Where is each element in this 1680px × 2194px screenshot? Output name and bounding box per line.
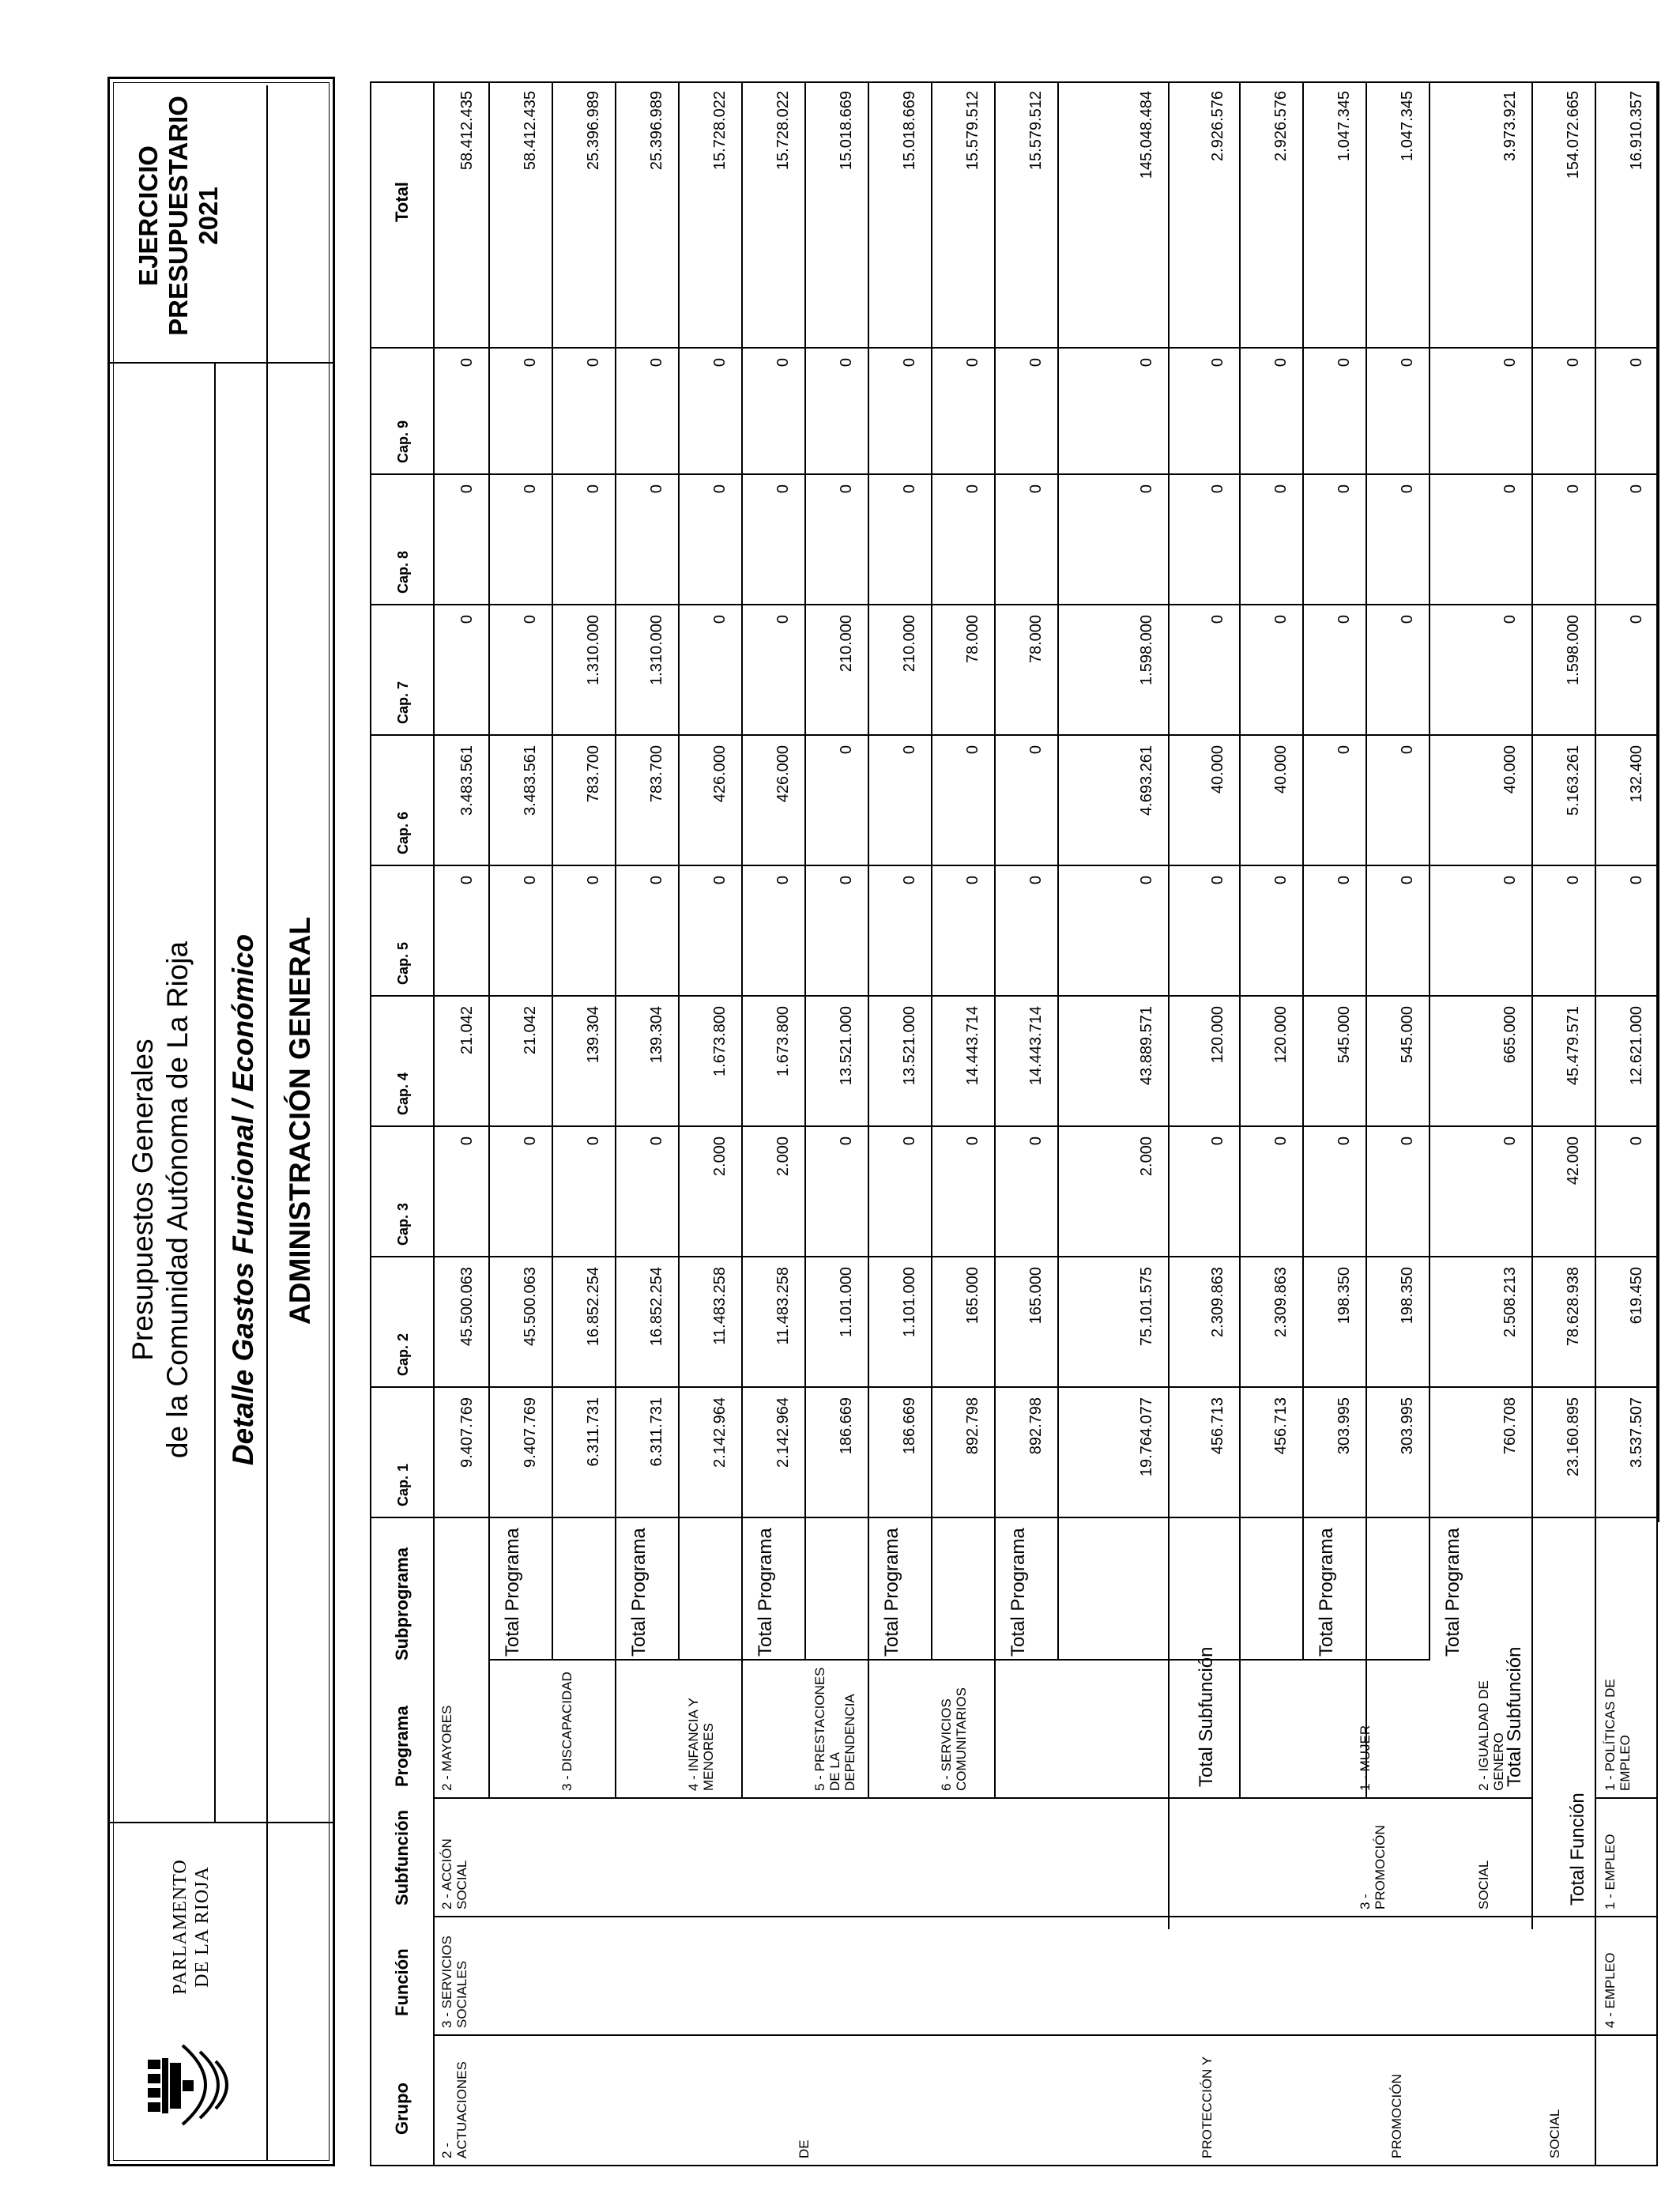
table-cell: 0 (1501, 876, 1519, 885)
programa-label: 5 - PRESTACIONES DE LA DEPENDENCIA (812, 1667, 857, 1791)
table-cell: 45.500.063 (458, 1267, 476, 1347)
table-cell: 21.042 (522, 1006, 539, 1055)
programa-label: 2 - MAYORES (439, 1705, 454, 1791)
row-divider (1658, 81, 1659, 1522)
row-divider (741, 81, 743, 1799)
table-cell: 0 (838, 876, 855, 885)
table-cell: 15.728.022 (711, 91, 729, 171)
row-divider (804, 81, 806, 1661)
table-cell: 132.400 (1628, 745, 1645, 803)
table-cell: 0 (1335, 876, 1353, 885)
table-cell: 0 (458, 1137, 476, 1146)
table-cell: 15.018.669 (901, 91, 918, 171)
table-cell: 43.889.571 (1138, 1006, 1155, 1086)
row-divider (552, 81, 553, 1661)
table-cell: 1.598.000 (1138, 615, 1155, 685)
column-header: Cap. 3 (395, 1202, 411, 1246)
row-divider (615, 81, 616, 1799)
table-cell: 0 (585, 1137, 602, 1146)
column-divider (1595, 2034, 1658, 2036)
table-cell: 40.000 (1501, 745, 1519, 794)
section-title: ADMINISTRACIÓN GENERAL (284, 917, 316, 1325)
table-cell: 0 (585, 358, 602, 368)
table-cell: 2.000 (711, 1137, 729, 1177)
grupo-label: 2 - ACTUACIONES (439, 2061, 469, 2158)
table-cell: 0 (458, 484, 476, 494)
programa-label: 6 - SERVICIOS COMUNITARIOS (939, 1687, 969, 1791)
table-cell: 0 (1209, 1137, 1226, 1146)
column-header: Cap. 5 (395, 941, 411, 985)
table-cell: 19.764.077 (1138, 1397, 1155, 1477)
table-cell: 0 (1209, 484, 1226, 494)
programa-label: 3 - DISCAPACIDAD (559, 1672, 574, 1791)
table-cell: 0 (1565, 876, 1582, 885)
table-cell: 0 (1335, 358, 1353, 368)
title-line: Presupuestos Generales (126, 1039, 159, 1361)
table-cell: 0 (458, 876, 476, 885)
row-divider (488, 81, 490, 1799)
table-cell: 2.000 (1138, 1137, 1155, 1177)
column-header: Cap. 9 (395, 420, 411, 463)
table-cell: 0 (964, 358, 981, 368)
table-cell: 78.000 (1027, 615, 1045, 664)
table-cell: 120.000 (1209, 1006, 1226, 1064)
table-cell: 0 (1272, 615, 1290, 624)
fiscal-year-line: PRESUPUESTARIO (164, 96, 193, 336)
table-cell: 0 (1399, 358, 1416, 368)
table-cell: 16.852.254 (585, 1267, 602, 1347)
table-cell: 165.000 (1027, 1267, 1045, 1325)
table-cell: 58.412.435 (458, 91, 476, 171)
table-cell: 9.407.769 (458, 1397, 476, 1468)
column-divider (1595, 1797, 1658, 1799)
table-cell: 0 (1335, 1137, 1353, 1146)
table-cell: 545.000 (1399, 1006, 1416, 1064)
table-cell: 2.142.964 (711, 1397, 729, 1468)
table-cell: 1.310.000 (648, 615, 665, 685)
table-cell: 0 (1272, 876, 1290, 885)
table-cell: 139.304 (648, 1006, 665, 1064)
table-cell: 11.483.258 (711, 1267, 729, 1345)
column-divider (433, 2034, 1595, 2036)
table-cell: 23.160.895 (1565, 1397, 1582, 1477)
table-cell: 0 (522, 1137, 539, 1146)
row-divider (994, 81, 996, 1799)
table-cell: 0 (774, 358, 792, 368)
column-header: Cap. 8 (395, 550, 411, 594)
table-cell: 13.521.000 (838, 1006, 855, 1086)
table-cell: 0 (1565, 484, 1582, 494)
table-cell: 45.479.571 (1565, 1006, 1582, 1086)
table-cell: 210.000 (838, 615, 855, 673)
column-header: Cap. 1 (395, 1463, 411, 1506)
table-cell: 0 (1027, 1137, 1045, 1146)
table-cell: 0 (1628, 615, 1645, 624)
table-cell: 1.673.800 (711, 1006, 729, 1076)
table-cell: 303.995 (1335, 1397, 1353, 1455)
table-cell: 4.693.261 (1138, 745, 1155, 816)
table-cell: 1.047.345 (1335, 91, 1353, 161)
table-cell: 2.508.213 (1501, 1267, 1519, 1337)
row-divider (1239, 81, 1241, 1799)
table-cell: 0 (964, 876, 981, 885)
table-cell: 892.798 (1027, 1397, 1045, 1455)
funcion-label: 4 - EMPLEO (1603, 1952, 1618, 2028)
column-divider (370, 865, 1658, 866)
table-cell: 0 (838, 1137, 855, 1146)
grupo-label: SOCIAL (1547, 2109, 1562, 2158)
table-cell: 0 (648, 1137, 665, 1146)
table-cell: 0 (522, 358, 539, 368)
table-cell: 16.910.357 (1628, 91, 1645, 171)
table-cell: 0 (711, 358, 729, 368)
table-cell: 1.598.000 (1565, 615, 1582, 685)
table-cell: 545.000 (1335, 1006, 1353, 1064)
table-cell: 0 (1272, 358, 1290, 368)
table-cell: 154.072.665 (1565, 91, 1582, 179)
column-header: Programa (392, 1706, 412, 1787)
table-cell: 0 (585, 484, 602, 494)
header-row-divider (433, 81, 435, 2166)
table-cell: 0 (838, 484, 855, 494)
table-cell: 14.443.714 (1027, 1006, 1045, 1086)
table-cell: 456.713 (1209, 1397, 1226, 1455)
table-cell: 1.101.000 (838, 1267, 855, 1337)
table-cell: 0 (1209, 876, 1226, 885)
table-cell: 0 (1272, 1137, 1290, 1146)
table-cell: 198.350 (1399, 1267, 1416, 1325)
table-cell: 2.926.576 (1209, 91, 1226, 161)
column-divider (1239, 1659, 1429, 1661)
table-cell: 0 (1027, 745, 1045, 755)
table-cell: 2.309.863 (1209, 1267, 1226, 1337)
table-cell: 0 (1628, 484, 1645, 494)
total-programa-label: Total Programa (755, 1528, 776, 1657)
table-cell: 11.483.258 (774, 1267, 792, 1345)
grupo-label: DE (797, 2139, 812, 2158)
table-cell: 0 (774, 484, 792, 494)
table-cell: 0 (1628, 358, 1645, 368)
table-cell: 3.483.561 (522, 745, 539, 816)
table-cell: 0 (1501, 358, 1519, 368)
programa-label: 1 - MUJER (1358, 1725, 1373, 1791)
table-cell: 21.042 (458, 1006, 476, 1055)
column-divider (370, 1125, 1658, 1127)
header-divider (214, 364, 216, 1823)
table-cell: 0 (1027, 484, 1045, 494)
total-subfuncion-label: Total Subfunción (1196, 1646, 1217, 1787)
table-cell: 3.973.921 (1501, 91, 1519, 161)
table-cell: 15.579.512 (1027, 91, 1045, 171)
table-cell: 186.669 (838, 1397, 855, 1455)
document-subtitle: Detalle Gastos Funcional / Económico (227, 933, 259, 1466)
subfuncion-label: 3 - PROMOCIÓN (1358, 1825, 1388, 1909)
column-divider (370, 734, 1658, 736)
table-cell: 3.483.561 (458, 745, 476, 816)
document-title (126, 607, 195, 1793)
table-cell: 1.310.000 (585, 615, 602, 685)
table-cell: 0 (1399, 1137, 1416, 1146)
total-programa-label: Total Programa (628, 1528, 650, 1657)
total-programa-label: Total Programa (881, 1528, 902, 1657)
row-divider (1057, 81, 1059, 1661)
programa-label: 1 - POLÍTICAS DE EMPLEO (1603, 1679, 1633, 1791)
table-cell: 0 (1501, 484, 1519, 494)
table-cell: 0 (585, 876, 602, 885)
table-cell: 0 (458, 615, 476, 624)
table-cell: 58.412.435 (522, 91, 539, 171)
column-header: Subfunción (392, 1810, 412, 1906)
row-divider (678, 81, 680, 1661)
table-cell: 145.048.484 (1138, 91, 1155, 179)
table-cell: 2.000 (774, 1137, 792, 1177)
column-divider (370, 347, 1658, 349)
table-cell: 0 (522, 615, 539, 624)
total-subfuncion-label: Total Subfunción (1504, 1646, 1525, 1787)
table-cell: 0 (1335, 484, 1353, 494)
table-cell: 0 (711, 615, 729, 624)
table-cell: 165.000 (964, 1267, 981, 1325)
table-cell: 783.700 (648, 745, 665, 803)
column-divider (370, 1517, 1658, 1518)
subfuncion-label: 1 - EMPLEO (1603, 1834, 1618, 1909)
table-cell: 2.309.863 (1272, 1267, 1290, 1337)
table-cell: 0 (1335, 745, 1353, 755)
table-cell: 0 (1335, 615, 1353, 624)
row-divider (868, 81, 869, 1799)
programa-label: 2 - IGUALDAD DE GENERO (1476, 1680, 1506, 1791)
table-cell: 2.926.576 (1272, 91, 1290, 161)
row-divider (1365, 81, 1367, 1799)
total-programa-label: Total Programa (1008, 1528, 1029, 1657)
table-cell: 0 (1209, 358, 1226, 368)
table-cell: 665.000 (1501, 1006, 1519, 1064)
column-header: Cap. 7 (395, 680, 411, 724)
table-cell: 0 (522, 484, 539, 494)
table-cell: 0 (1027, 876, 1045, 885)
column-divider (433, 1797, 488, 1799)
table-cell: 0 (1501, 615, 1519, 624)
table-cell: 198.350 (1335, 1267, 1353, 1325)
grupo-label: PROMOCIÓN (1389, 2074, 1404, 2158)
column-divider (370, 473, 1658, 475)
table-cell: 15.018.669 (838, 91, 855, 171)
table-cell: 0 (1209, 615, 1226, 624)
table-cell: 303.995 (1399, 1397, 1416, 1455)
table-cell: 760.708 (1501, 1397, 1519, 1455)
table-cell: 139.304 (585, 1006, 602, 1064)
table-cell: 40.000 (1272, 745, 1290, 794)
table-cell: 12.621.000 (1628, 1006, 1645, 1086)
table-cell: 426.000 (774, 745, 792, 803)
table-cell: 15.728.022 (774, 91, 792, 171)
table-cell: 0 (901, 484, 918, 494)
table-cell: 0 (838, 358, 855, 368)
table-cell: 0 (648, 358, 665, 368)
table-cell: 0 (964, 484, 981, 494)
row-divider (1429, 81, 1430, 1661)
table-cell: 0 (711, 484, 729, 494)
table-cell: 186.669 (901, 1397, 918, 1455)
fiscal-year-line: EJERCICIO (134, 145, 163, 286)
programa-label: 4 - INFANCIA Y MENORES (686, 1698, 716, 1791)
table-cell: 0 (1565, 358, 1582, 368)
table-cell: 0 (901, 876, 918, 885)
title-line: de la Comunidad Autónoma de La Rioja (161, 941, 194, 1459)
table-cell: 0 (964, 745, 981, 755)
column-divider (488, 1797, 1531, 1799)
table-cell: 3.537.507 (1628, 1397, 1645, 1468)
table-cell: 6.311.731 (585, 1397, 602, 1467)
table-cell: 0 (648, 484, 665, 494)
table-cell: 25.396.989 (648, 91, 665, 171)
table-cell: 426.000 (711, 745, 729, 803)
table-cell: 42.000 (1565, 1137, 1582, 1186)
table-cell: 0 (522, 876, 539, 885)
table-cell: 0 (711, 876, 729, 885)
table-cell: 0 (774, 876, 792, 885)
table-cell: 210.000 (901, 615, 918, 673)
table-cell: 0 (1272, 484, 1290, 494)
table-cell: 1.047.345 (1399, 91, 1416, 161)
column-header: Grupo (392, 2083, 412, 2135)
column-divider (370, 1256, 1658, 1257)
table-cell: 6.311.731 (648, 1397, 665, 1467)
table-cell: 75.101.575 (1138, 1267, 1155, 1347)
subfuncion-label: 2 - ACCIÓN SOCIAL (439, 1838, 469, 1909)
column-header: Total (392, 182, 412, 222)
table-cell: 2.142.964 (774, 1397, 792, 1468)
table-cell: 0 (1138, 876, 1155, 885)
header-block (107, 77, 335, 2166)
column-divider (433, 1916, 1531, 1917)
table-cell: 1.673.800 (774, 1006, 792, 1076)
fiscal-year-box (134, 85, 224, 346)
table-cell: 783.700 (585, 745, 602, 803)
table-cell: 0 (1501, 1137, 1519, 1146)
table-cell: 0 (901, 1137, 918, 1146)
table-cell: 5.163.261 (1565, 745, 1582, 816)
table-cell: 0 (1399, 876, 1416, 885)
column-divider (370, 604, 1658, 605)
parliament-name (169, 1836, 213, 2018)
column-header: Función (392, 1948, 412, 2016)
total-funcion-label: Total Función (1567, 1793, 1588, 1906)
row-divider (1168, 81, 1170, 1929)
table-cell: 0 (1628, 1137, 1645, 1146)
parliament-logo-icon (134, 2038, 244, 2132)
parliament-name-line: DE LA RIOJA (192, 1866, 213, 1988)
table-cell: 0 (648, 876, 665, 885)
grupo-label: PROTECCIÓN Y (1200, 2056, 1215, 2158)
table-cell: 0 (1399, 745, 1416, 755)
table-cell: 0 (964, 1137, 981, 1146)
total-programa-label: Total Programa (502, 1528, 523, 1657)
table-cell: 78.000 (964, 615, 981, 664)
funcion-label: 3 - SERVICIOS SOCIALES (439, 1936, 469, 2028)
table-cell: 9.407.769 (522, 1397, 539, 1468)
table-cell: 78.628.938 (1565, 1267, 1582, 1347)
column-header: Cap. 4 (395, 1072, 411, 1115)
column-header: Cap. 6 (395, 811, 411, 854)
table-cell: 13.521.000 (901, 1006, 918, 1086)
table-cell: 45.500.063 (522, 1267, 539, 1347)
table-cell: 892.798 (964, 1397, 981, 1455)
row-divider (1531, 81, 1533, 1799)
fiscal-year-value: 2021 (194, 187, 223, 245)
row-divider (1302, 81, 1304, 1661)
budget-table (370, 81, 1658, 2166)
table-cell: 1.101.000 (901, 1267, 918, 1337)
table-cell: 25.396.989 (585, 91, 602, 171)
table-cell: 0 (901, 358, 918, 368)
row-divider (931, 81, 932, 1661)
table-cell: 16.852.254 (648, 1267, 665, 1347)
table-cell: 15.579.512 (964, 91, 981, 171)
header-divider (266, 85, 268, 2161)
table-cell: 0 (458, 358, 476, 368)
table-cell: 120.000 (1272, 1006, 1290, 1064)
table-cell: 456.713 (1272, 1397, 1290, 1455)
table-cell: 0 (1138, 484, 1155, 494)
table-cell: 0 (774, 615, 792, 624)
table-cell: 619.450 (1628, 1267, 1645, 1325)
subfuncion-label: SOCIAL (1476, 1860, 1491, 1909)
table-cell: 0 (1399, 484, 1416, 494)
total-programa-label: Total Programa (1316, 1528, 1337, 1657)
table-frame (370, 81, 1658, 2166)
table-cell: 0 (901, 745, 918, 755)
parliament-name-line: PARLAMENTO (170, 1859, 190, 1995)
row-divider (1595, 81, 1596, 1929)
table-cell: 0 (1399, 615, 1416, 624)
table-cell: 14.443.714 (964, 1006, 981, 1086)
column-header: Cap. 2 (395, 1333, 411, 1376)
total-programa-label: Total Programa (1442, 1528, 1463, 1657)
table-cell: 0 (838, 745, 855, 755)
table-cell: 0 (1138, 358, 1155, 368)
column-header: Subprograma (392, 1547, 412, 1661)
column-divider (370, 995, 1658, 997)
table-cell: 0 (1027, 358, 1045, 368)
table-cell: 40.000 (1209, 745, 1226, 794)
table-cell: 0 (1628, 876, 1645, 885)
column-divider (370, 1386, 1658, 1388)
